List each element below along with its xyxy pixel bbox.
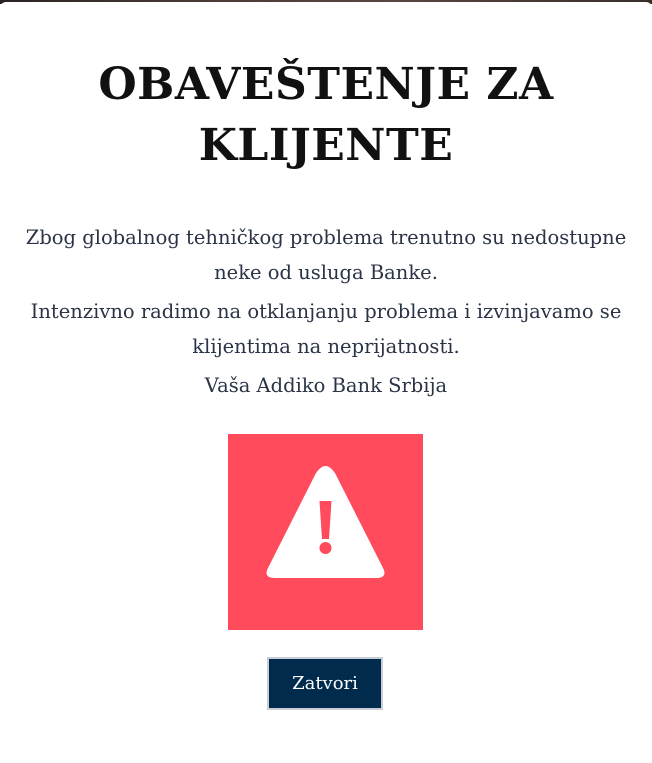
close-button[interactable]: Zatvori bbox=[267, 657, 383, 710]
modal-title: OBAVEŠTENJE ZA KLIJENTE bbox=[98, 59, 554, 171]
warning-triangle-icon bbox=[228, 434, 423, 630]
exclamation-dot bbox=[320, 542, 332, 554]
message-line-technical-problem: Zbog globalnog tehničkog problema trenutno su nedostupne neke od usluga Banke. bbox=[25, 226, 627, 284]
modal-message bbox=[18, 220, 634, 407]
warning-illustration bbox=[228, 434, 423, 630]
message-line-signature: Vaša Addiko Bank Srbija bbox=[204, 374, 448, 397]
client-notice-modal bbox=[0, 2, 652, 763]
message-line-apology: Intenzivno radimo na otklanjanju problema i izvinjavamo se klijentima na neprijatnosti. bbox=[30, 300, 622, 358]
